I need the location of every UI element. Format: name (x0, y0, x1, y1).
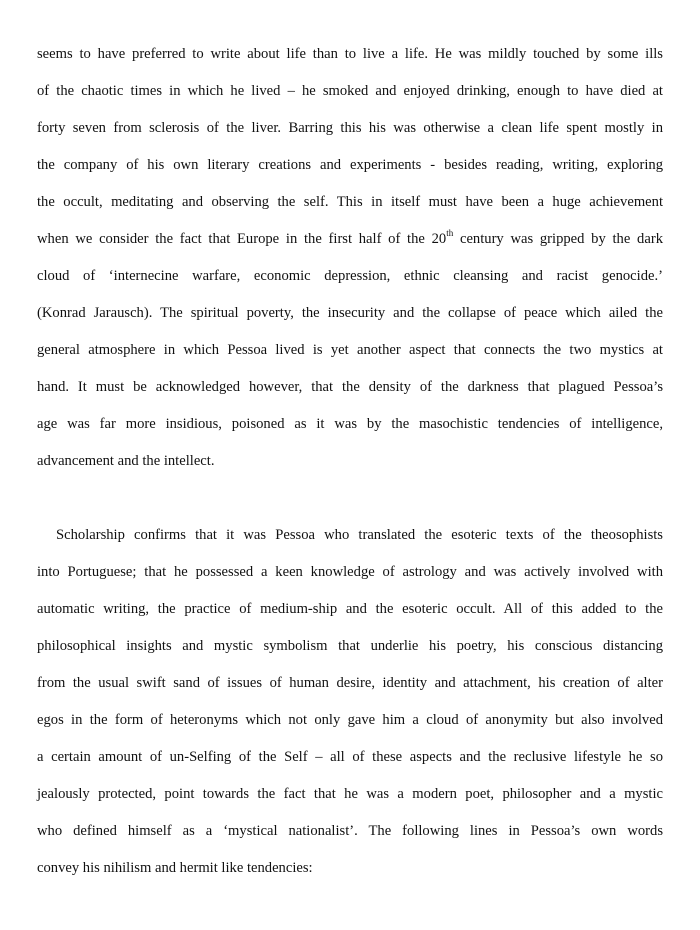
text-line: into Portuguese; that he possessed a keen knowledge of astrology and was actively involved with (37, 564, 663, 580)
text-segment: when we consider the fact that Europe in the first half of the 20 (37, 231, 447, 247)
text-line: who defined himself as a ‘mystical nationalist’. The following lines in Pessoa’s own words (37, 823, 663, 839)
text-line: automatic writing, the practice of medium-ship and the esoteric occult. All of this added to the (37, 601, 663, 617)
text-line: the occult, meditating and observing the self. This in itself must have been a huge achievement (37, 194, 663, 210)
text-line: hand. It must be acknowledged however, that the density of the darkness that plagued Pessoa’s (37, 379, 663, 395)
text-line: forty seven from sclerosis of the liver. Barring this his was otherwise a clean life spent mostly in (37, 120, 663, 136)
text-line: cloud of ‘internecine warfare, economic depression, ethnic cleansing and racist genocide.’ (37, 268, 663, 284)
superscript: th (446, 228, 454, 239)
text-line: egos in the form of heteronyms which not only gave him a cloud of anonymity but also involved (37, 712, 663, 728)
text-line: jealously protected, point towards the fact that he was a modern poet, philosopher and a mystic (37, 786, 663, 802)
text-line: age was far more insidious, poisoned as it was by the masochistic tendencies of intelligence, (37, 416, 663, 432)
text-line: seems to have preferred to write about life than to live a life. He was mildly touched by some ills (37, 46, 663, 62)
text-segment: century was gripped by the dark (453, 231, 663, 247)
text-line (37, 229, 663, 249)
text-line: the company of his own literary creations and experiments - besides reading, writing, exploring (37, 157, 663, 173)
text-line: convey his nihilism and hermit like tendencies: (37, 860, 313, 876)
text-line: from the usual swift sand of issues of human desire, identity and attachment, his creation of alter (37, 675, 663, 691)
text-line: general atmosphere in which Pessoa lived is yet another aspect that connects the two mystics at (37, 342, 663, 358)
text-line: advancement and the intellect. (37, 453, 215, 469)
text-line: a certain amount of un-Selfing of the Self – all of these aspects and the reclusive lifestyle he so (37, 749, 663, 765)
text-line: Scholarship confirms that it was Pessoa who translated the esoteric texts of the theosophists (56, 527, 663, 543)
text-line: of the chaotic times in which he lived – he smoked and enjoyed drinking, enough to have died at (37, 83, 663, 99)
text-line: philosophical insights and mystic symbolism that underlie his poetry, his conscious distancing (37, 638, 663, 654)
text-line: (Konrad Jarausch). The spiritual poverty, the insecurity and the collapse of peace which ailed the (37, 305, 663, 321)
